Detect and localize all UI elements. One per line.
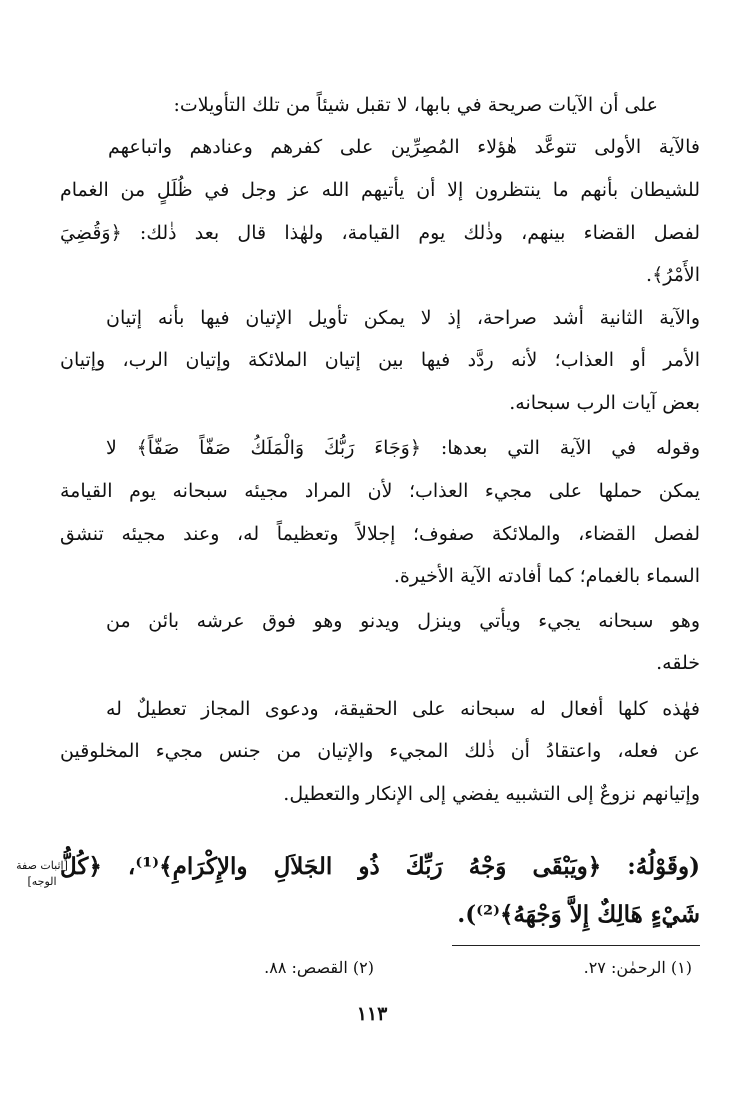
footnote-1: (١) الرحمٰن: ٢٧. bbox=[583, 958, 692, 977]
footnote-2: (٢) القصص: ٨٨. bbox=[264, 958, 374, 977]
body-line: وإتيانهم نزوعٌ إلى التشبيه يفضي إلى الإنكار والتعطيل. bbox=[283, 783, 700, 805]
matn-line: شَيْءٍ هَالِكٌ إِلاَّ وَجْهَهُ﴾⁽²⁾). bbox=[457, 901, 700, 928]
page-number: ١١٣ bbox=[356, 1003, 388, 1025]
margin-note: [إثبات صفة الوجه] bbox=[16, 859, 68, 888]
body-line: فالآية الأولى تتوعَّد هٰؤلاء المُصِرِّين على كفرهم وعنادهم واتباعهم bbox=[108, 136, 700, 158]
body-line: السماء بالغمام؛ كما أفادته الآية الأخيرة. bbox=[393, 565, 700, 587]
body-line: على أن الآيات صريحة في بابها، لا تقبل شيئاً من تلك التأويلات: bbox=[173, 94, 658, 116]
body-line: الأمر أو العذاب؛ لأنه ردَّد فيها بين إتيان الملائكة وإتيان الرب، وإتيان bbox=[60, 349, 700, 371]
body-line: والآية الثانية أشد صراحة، إذ لا يمكن تأويل الإتيان فيها بأنه إتيان bbox=[106, 307, 700, 329]
body-line: عن فعله، واعتقادُ أن ذٰلك المجيء والإتيان من جنس مجيء المخلوقين bbox=[60, 740, 700, 762]
body-line: لفصل القضاء بينهم، وذٰلك يوم القيامة، ولهٰذا قال بعد ذٰلك: ﴿وَقُضِيَ bbox=[60, 222, 700, 244]
body-line: فهٰذه كلها أفعال له سبحانه على الحقيقة، ودعوى المجاز تعطيلٌ له bbox=[106, 698, 700, 720]
body-line: وقوله في الآية التي بعدها: ﴿وَجَاءَ رَبُّكَ وَالْمَلَكُ صَفّاً صَفّاً﴾ لا bbox=[106, 437, 700, 459]
body-line: لفصل القضاء، والملائكة صفوف؛ إجلالاً وتعظيماً له، وعند مجيئه تنشق bbox=[60, 523, 700, 545]
body-line: بعض آيات الرب سبحانه. bbox=[509, 392, 700, 414]
body-line: للشيطان بأنهم ما ينتظرون إلا أن يأتيهم الله عز وجل في ظُلَلٍ من الغمام bbox=[60, 179, 700, 201]
body-line: الأَمْرُ﴾. bbox=[646, 264, 700, 286]
body-line: وهو سبحانه يجيء ويأتي وينزل ويدنو وهو فوق عرشه بائن من bbox=[106, 610, 700, 632]
matn-line: (وقَوْلُهُ: ﴿ويَبْقَى وَجْهُ رَبِّكَ ذُو الجَلاَلِ والإِكْرَامِ﴾⁽¹⁾، ﴿كُلُّ bbox=[60, 853, 700, 880]
footnote-rule bbox=[452, 945, 700, 946]
body-line: خلقه. bbox=[656, 652, 700, 674]
body-line: يمكن حملها على مجيء العذاب؛ لأن المراد مجيئه سبحانه يوم القيامة bbox=[60, 480, 700, 502]
